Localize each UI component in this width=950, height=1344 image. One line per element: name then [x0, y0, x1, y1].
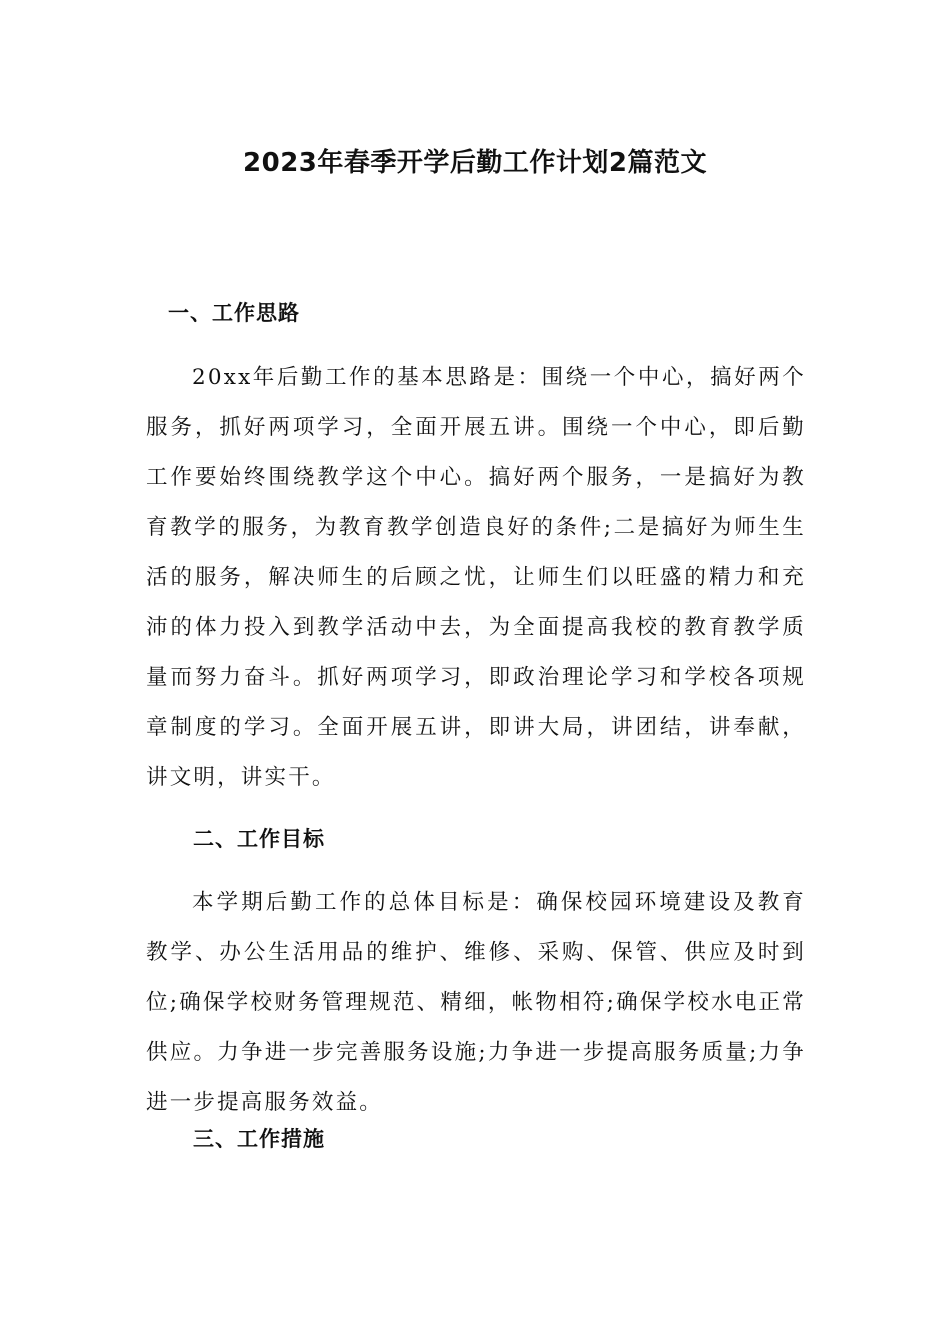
section-heading-work-measures: 三、工作措施: [193, 1127, 325, 1151]
section-paragraph-work-approach: 20xx年后勤工作的基本思路是：围绕一个中心，搞好两个服务，抓好两项学习，全面开展五讲。围绕一个中心，即后勤工作要始终围绕教学这个中心。搞好两个服务，一是搞好为教育教学的服务，为教育教学创造良好的条件;二是搞好为师生生活的服务，解决师生的后顾之忧，让师生们以旺盛的精力和充沛的体力投入到教学活动中去，为全面提高我校的教育教学质量而努力奋斗。抓好两项学习，即政治理论学习和学校各项规章制度的学习。全面开展五讲，即讲大局，讲团结，讲奉献，讲文明，讲实干。: [146, 365, 806, 790]
document-title: 2023年春季开学后勤工作计划2篇范文: [243, 148, 707, 178]
section-paragraph-work-goals: 本学期后勤工作的总体目标是：确保校园环境建设及教育教学、办公生活用品的维护、维修、采购、保管、供应及时到位;确保学校财务管理规范、精细，帐物相符;确保学校水电正常供应。力争进一步完善服务设施;力争进一步提高服务质量;力争进一步提高服务效益。: [146, 890, 806, 1115]
section-heading-work-goals: 二、工作目标: [193, 827, 325, 851]
section-heading-work-approach: 一、工作思路: [168, 301, 300, 325]
